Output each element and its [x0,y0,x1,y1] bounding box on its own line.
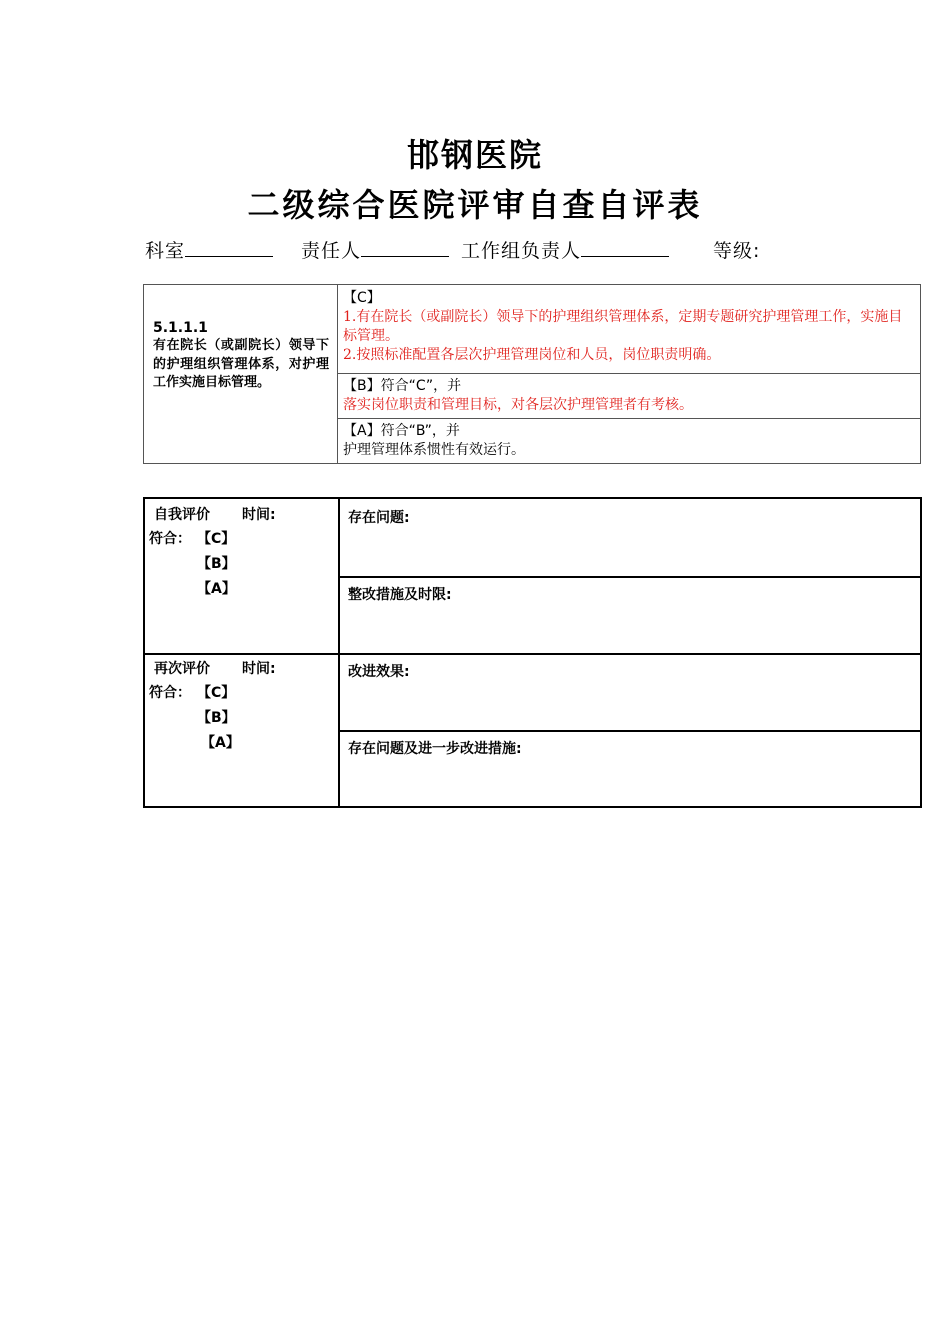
level-c-label: 【C】 [343,290,381,306]
standard-code: 5.1.1.1 [153,320,208,336]
re-eval-option-a[interactable]: 【A】 [201,735,240,751]
level-b-row [338,374,920,419]
self-eval-option-a[interactable]: 【A】 [197,581,236,597]
form-title: 二级综合医院评审自查自评表 [247,186,703,224]
level-a-text: 护理管理体系惯性有效运行。 [343,442,525,458]
level-c-item-2: 2.按照标准配置各层次护理管理岗位和人员，岗位职责明确。 [343,347,721,363]
level-c-row [338,285,920,374]
standard-description: 有在院长（或副院长）领导下的护理组织管理体系，对护理工作实施目标管理。 [153,338,329,390]
improvement-effect-label: 改进效果: [348,664,410,680]
department-label: 科室 [145,240,186,262]
re-eval-time-label: 时间: [242,661,276,677]
row-divider [339,730,920,732]
further-measures-label: 存在问题及进一步改进措施: [348,741,522,757]
re-eval-title: 再次评价 [154,661,210,677]
self-eval-time-label: 时间: [242,507,276,523]
self-eval-option-c[interactable]: 【C】 [197,531,236,547]
problems-label: 存在问题: [348,510,410,526]
self-eval-conform-label: 符合： [149,531,191,547]
evaluation-table [143,497,922,808]
level-c-item-1: 1.有在院长（或副院长）领导下的护理组织管理体系，定期专题研究护理管理工作，实施目标管理。 [343,309,903,344]
level-a-row [338,419,920,463]
department-blank[interactable] [185,238,273,257]
standard-table [143,284,921,464]
grade-label: 等级: [713,240,761,262]
self-eval-option-b[interactable]: 【B】 [197,556,236,572]
form-meta-line [145,236,760,263]
standard-cell [144,285,338,463]
group-leader-label: 工作组负责人 [461,240,582,262]
row-divider [145,653,920,655]
level-b-text: 落实岗位职责和管理目标，对各层次护理管理者有考核。 [343,397,693,413]
level-b-label: 【B】符合“C”，并 [343,378,462,394]
criteria-column [338,285,920,463]
hospital-name: 邯钢医院 [406,136,543,174]
re-eval-option-c[interactable]: 【C】 [197,685,236,701]
re-eval-option-b[interactable]: 【B】 [197,710,236,726]
level-a-label: 【A】符合“B”，并 [343,423,460,439]
row-divider [339,576,920,578]
responsible-label: 责任人 [301,240,362,262]
self-eval-title: 自我评价 [154,507,210,523]
responsible-blank[interactable] [361,238,449,257]
rectification-label: 整改措施及时限: [348,587,452,603]
group-leader-blank[interactable] [581,238,669,257]
re-eval-conform-label: 符合： [149,685,191,701]
